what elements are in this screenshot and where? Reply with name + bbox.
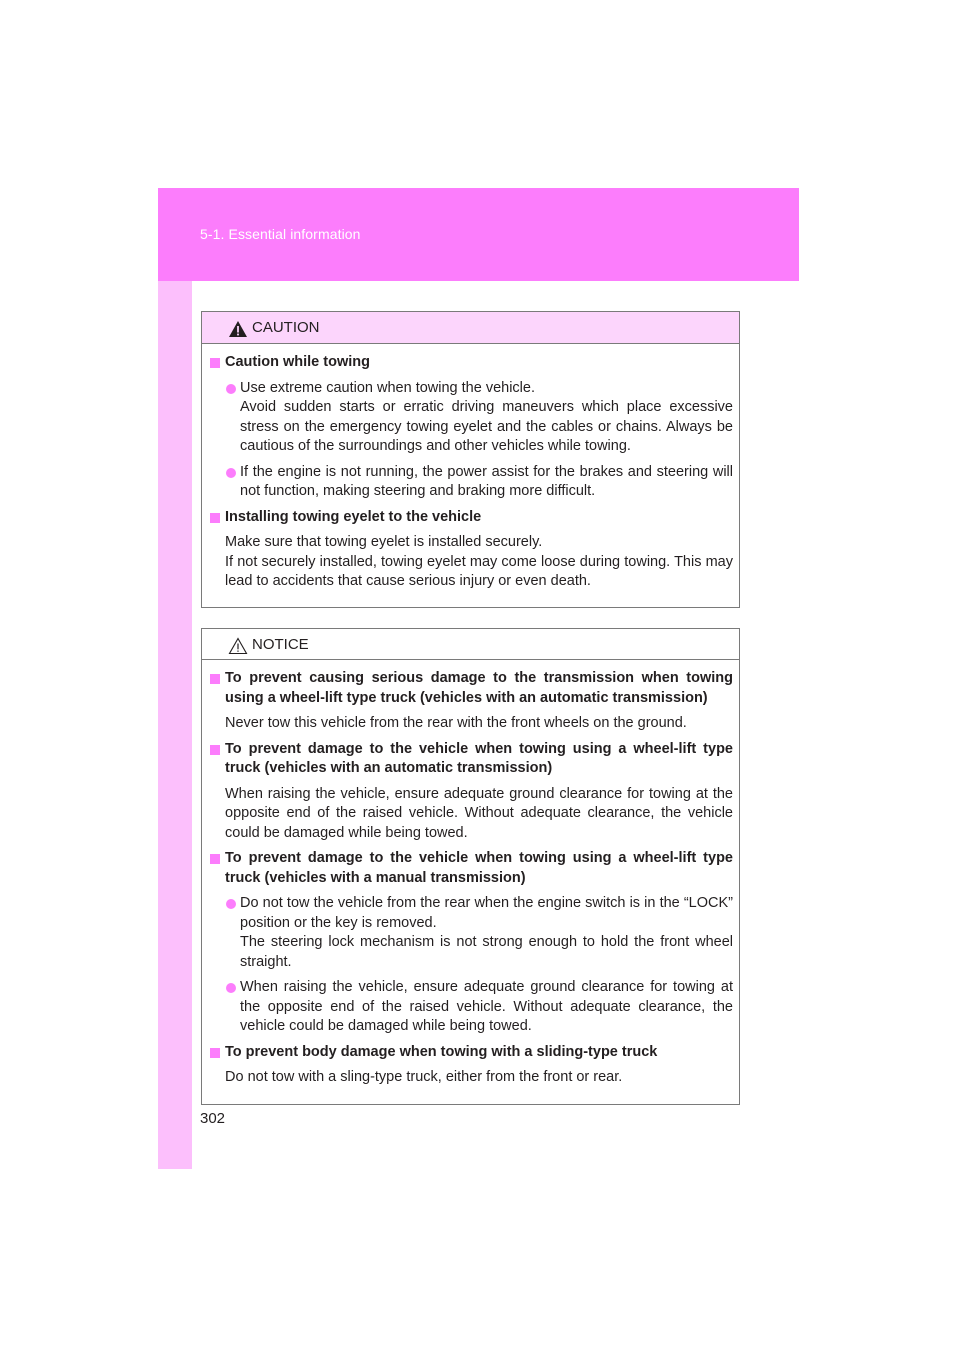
caution-bullet-2: If the engine is not running, the power assist for the brakes and steering will not function, making steering and braking more difficult. — [210, 463, 733, 502]
round-bullet-icon — [226, 983, 236, 993]
caution-paragraph-eyelet: Make sure that towing eyelet is installed securely. If not securely installed, towing eyelet may come loose during towing. This may lead to accidents that cause serious injury or even death. — [225, 534, 733, 589]
square-bullet-icon — [210, 674, 220, 684]
caution-header — [202, 312, 739, 344]
notice-heading-1: To prevent causing serious damage to the transmission when towing using a wheel-lift type truck (vehicles with an automatic transmission) — [210, 669, 733, 708]
notice-bullet-2: When raising the vehicle, ensure adequate ground clearance for towing at the opposite end of the raised vehicle. Without adequate clearance, the vehicle could be damaged while being towed. — [210, 978, 733, 1037]
square-bullet-icon — [210, 358, 220, 368]
notice-heading-3: To prevent damage to the vehicle when towing using a wheel-lift type truck (vehicles with a manual transmission) — [210, 849, 733, 888]
caution-label: CAUTION — [252, 319, 320, 336]
notice-paragraph-1: Never tow this vehicle from the rear with the front wheels on the ground. — [225, 715, 687, 731]
notice-body — [202, 660, 739, 1088]
square-bullet-icon — [210, 854, 220, 864]
round-bullet-icon — [226, 899, 236, 909]
caution-heading-eyelet: Installing towing eyelet to the vehicle — [210, 508, 733, 528]
notice-label: NOTICE — [252, 636, 309, 653]
square-bullet-icon — [210, 513, 220, 523]
square-bullet-icon — [210, 745, 220, 755]
round-bullet-icon — [226, 468, 236, 478]
side-strip — [158, 281, 192, 1169]
notice-heading-4: To prevent body damage when towing with a sliding-type truck — [210, 1043, 733, 1063]
square-bullet-icon — [210, 1048, 220, 1058]
notice-paragraph-4: Do not tow with a sling-type truck, either from the front or rear. — [225, 1069, 623, 1085]
caution-bullet-1: Use extreme caution when towing the vehicle. Avoid sudden starts or erratic driving maneuvers which place excessive stress on the emergency towing eyelet and the cables or chains. Always be cautious of the surroundings and other vehicles while towing. — [210, 379, 733, 457]
notice-paragraph-2: When raising the vehicle, ensure adequate ground clearance for towing at the opposite end of the raised vehicle. Without adequate clearance, the vehicle could be damaged while being towed. — [225, 785, 733, 841]
caution-body — [202, 344, 739, 592]
notice-box — [201, 628, 740, 1105]
notice-triangle-icon — [228, 637, 248, 655]
page-number: 302 — [200, 1110, 226, 1127]
notice-header — [202, 629, 739, 660]
section-title: 5-1. Essential information — [200, 226, 361, 242]
caution-box — [201, 311, 740, 608]
notice-bullet-1: Do not tow the vehicle from the rear when the engine switch is in the “LOCK” position or the key is removed. The steering lock mechanism is not strong enough to hold the front wheel straight. — [210, 894, 733, 972]
notice-heading-2: To prevent damage to the vehicle when towing using a wheel-lift type truck (vehicles with an automatic transmission) — [210, 740, 733, 779]
warning-triangle-icon — [228, 320, 248, 338]
round-bullet-icon — [226, 384, 236, 394]
caution-heading-towing: Caution while towing — [210, 353, 733, 373]
